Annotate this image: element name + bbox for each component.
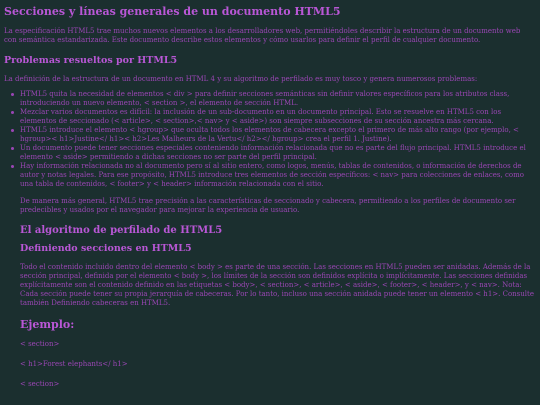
code-line: < section> — [20, 380, 60, 388]
list-item: Hay información relacionada no al documento pero sí al sitio entero, como logos, menús, tablas de contenidos, o información de derechos de autor y notas legales. Para ese propósito, HTML5 introduce tres elementos de sección específicos: < nav> para colecciones de enlaces, como una tabla de contenidos, < footer> y < header> información relacionada con el sitio. — [20, 162, 534, 189]
intro-paragraph: La especificación HTML5 trae muchos nuevos elementos a los desarrolladores web, permitiéndoles describir la estructura de un documento web con semántica estandarizada. Este documento describe estos elementos y cómo usarlos para definir el perfil de cualquier documento. — [4, 27, 521, 44]
code-line: < section> — [20, 340, 60, 348]
problems-heading: Problemas resueltos por HTML5 — [4, 55, 178, 66]
document — [4, 5, 534, 400]
sections-paragraph: Todo el contenido incluido dentro del elemento < body > es parte de una sección. Las secciones en HTML5 pueden ser anidadas. Además de la sección principal, definida por el elemento < body >, los límites de la sección son definidos explícita o implícitamente. Las secciones definidas explícitamente son el contenido definido en las etiquetas < body>, < section>, < article>, < aside>, < footer>, < header>, y < nav>. Nota: Cada sección puede tener su propia jerarquía de cabeceras. Por lo tanto, incluso una sección anidada puede tener un elemento < h1>. Consulte también Definiendo cabeceras en HTML5. — [20, 263, 534, 307]
problems-paragraph: La definición de la estructura de un documento en HTML 4 y su algoritmo de perfilado es muy tosco y genera numerosos problemas: — [4, 75, 478, 83]
example-heading: Ejemplo: — [20, 318, 75, 331]
list-item: Mezclar varios documentos es difícil: la inclusión de un sub-documento en un documento principal. Esto se resuelve en HTML5 con los elementos de seccionado (< article>, < section>,< nav> y < aside>) son siempre subsecciones de su sección ancestra más cercana. — [20, 108, 534, 126]
list-item: Un documento puede tener secciones especiales conteniendo información relacionada que no es parte del flujo principal. HTML5 introduce el elemento < aside> permitiendo a dichas secciones no ser parte del perfil principal. — [20, 144, 534, 162]
page-title: Secciones y líneas generales de un documento HTML5 — [4, 5, 341, 18]
summary-paragraph: De manera más general, HTML5 trae precisión a las características de seccionado y cabecera, permitiendo a los perfiles de documento ser predecibles y usados por el navegador para mejorar la experiencia de usuario. — [20, 197, 516, 214]
algorithm-heading: El algoritmo de perfilado de HTML5 — [20, 225, 223, 236]
sections-subheading: Definiendo secciones en HTML5 — [20, 243, 192, 254]
list-item: HTML5 quita la necesidad de elementos < div > para definir secciones semánticas sin definir valores específicos para los atributos class, introduciendo un nuevo elemento, < section >, el elemento de sección HTML. — [20, 90, 534, 108]
problems-list — [4, 90, 534, 189]
code-line: < h1>Forest elephants</ h1> — [20, 360, 128, 368]
algorithm-section — [20, 197, 534, 389]
list-item: HTML5 introduce el elemento < hgroup> que oculta todos los elementos de cabecera excepto el primero de más alto rango (por ejemplo, < hgroup>< h1>Justine</ h1>< h2>Les Malheurs de la Vertu</ h2></ hgroup> crea el perfil 1. Justine). — [20, 126, 534, 144]
